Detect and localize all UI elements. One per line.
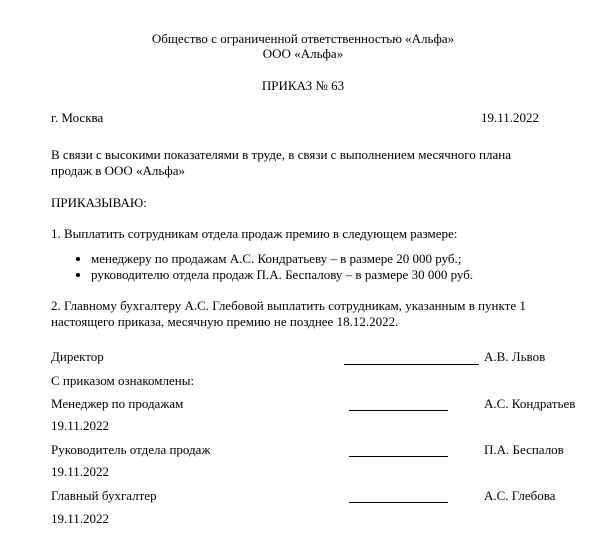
- bullet-icon: [76, 257, 80, 261]
- order-word: ПРИКАЗЫВАЮ:: [51, 195, 147, 210]
- bullet-icon: [76, 273, 80, 277]
- item-1-text: 1. Выплатить сотрудникам отдела продаж премию в следующем размере:: [51, 226, 458, 241]
- preamble-line-1: В связи с высокими показателями в труде, в связи с выполнением месячного плана: [51, 147, 512, 162]
- item-2-line-2: настоящего приказа, месячную премию не позднее 18.12.2022.: [51, 314, 399, 329]
- signatory-date: 19.11.2022: [51, 418, 110, 433]
- director-signature-line: [344, 364, 479, 365]
- order-title: ПРИКАЗ № 63: [261, 78, 345, 93]
- signatory-position: Главный бухгалтер: [51, 488, 157, 503]
- signatory-name: А.С. Кондратьев: [484, 396, 576, 411]
- signatory-date: 19.11.2022: [51, 464, 110, 479]
- signatory-position: Менеджер по продажам: [51, 396, 184, 411]
- acquainted-label: С приказом ознакомлены:: [51, 373, 195, 388]
- signatory-name: П.А. Беспалов: [484, 442, 564, 457]
- signature-line: [349, 456, 448, 457]
- preamble-line-2: продаж в ООО «Альфа»: [51, 163, 185, 178]
- director-name: А.В. Львов: [484, 349, 546, 364]
- signatory-date: 19.11.2022: [51, 511, 110, 526]
- organization-short-name: ООО «Альфа»: [262, 46, 344, 61]
- signature-line: [349, 502, 448, 503]
- item-2-line-1: 2. Главному бухгалтеру А.С. Глебовой выплатить сотрудникам, указанным в пункте 1: [51, 298, 526, 313]
- bullet-item: руководителю отдела продаж П.А. Беспалову – в размере 30 000 руб.: [91, 267, 474, 282]
- signatory-position: Руководитель отдела продаж: [51, 442, 211, 457]
- signature-line: [349, 410, 448, 411]
- organization-full-name: Общество с ограниченной ответственностью «Альфа»: [151, 31, 455, 46]
- signatory-name: А.С. Глебова: [484, 488, 556, 503]
- city-label: г. Москва: [51, 110, 104, 125]
- order-date: 19.11.2022: [481, 110, 540, 125]
- bullet-item: менеджеру по продажам А.С. Кондратьеву – в размере 20 000 руб.;: [91, 251, 462, 266]
- director-position: Директор: [51, 349, 104, 364]
